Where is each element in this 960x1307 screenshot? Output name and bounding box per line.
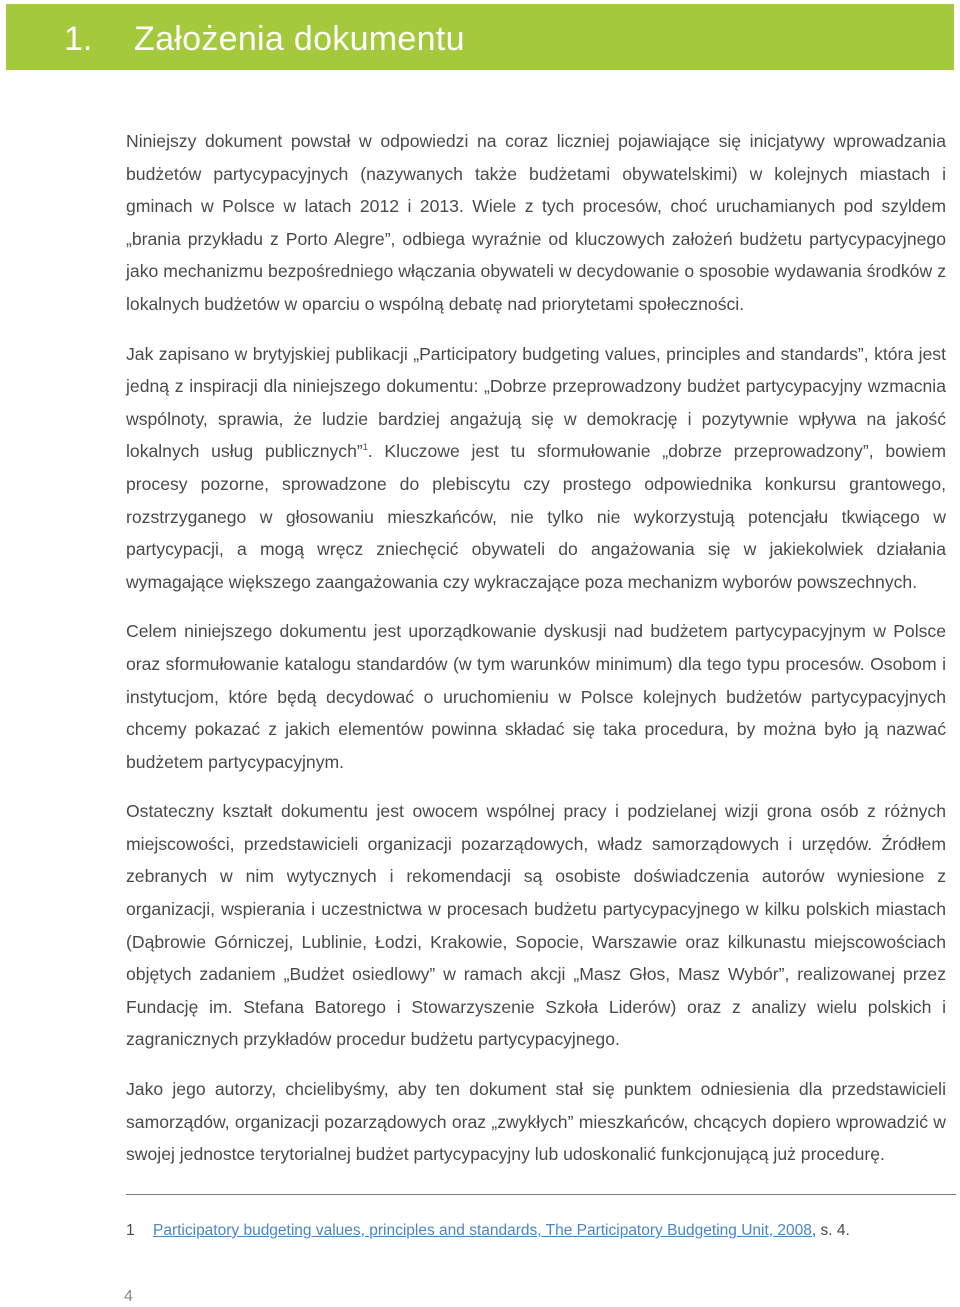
footnote-reference[interactable]: 1: [362, 442, 368, 453]
paragraph-goal: Celem niniejszego dokumentu jest uporządkowanie dyskusji nad budżetem partycypacyjnym w Polsce oraz sformułowanie katalogu standardów (w tym warunków minimum) dla tego typu procesów. Osobom i instytucjom, które będą decydować o uruchomieniu w Polsce kolejnych budżetów partycypacyjnych chcemy pokazać z jakich elementów powinna składać się taka procedura, by można było ją nazwać budżetem partycypacyjnym.: [126, 621, 946, 772]
footnote-link[interactable]: Participatory budgeting values, principles and standards, The Participatory Budgeting Unit, 2008: [153, 1222, 812, 1239]
paragraph-intro: [126, 125, 946, 321]
paragraph-authors: Jako jego autorzy, chcielibyśmy, aby ten dokument stał się punktem odniesienia dla przedstawicieli samorządów, organizacji pozarządowych oraz „zwykłych” mieszkańców, chcących dopiero wprowadzić w swojej jednostce terytorialnej budżet partycypacyjny lub udoskonalić funkcjonującą już procedurę.: [126, 1079, 946, 1165]
chapter-number: 1.: [64, 20, 93, 58]
chapter-title: Założenia dokumentu: [134, 20, 465, 58]
paragraph-intro-rest: Wiele z tych procesów, choć uruchamianych pod szyldem „brania przykładu z Porto Alegre”, odbiega wyraźnie od kluczowych założeń budżetu partycypacyjnego jako mechanizmu bezpośredniego włączania obywateli w decydowanie o sposobie wydawania środków z lokalnych budżetów w oparciu o wspólną debatę nad priorytetami społeczności.: [126, 196, 946, 314]
paragraph-quote: [126, 338, 946, 599]
footnote: [126, 1219, 850, 1243]
paragraph-origin: Ostateczny kształt dokumentu jest owocem wspólnej pracy i podzielanej wizji grona osób z różnych miejscowości, przedstawicieli organizacji pozarządowych, władz samorządowych i urzędów. Źródłem zebranych w nim wytycznych i rekomendacji są osobiste doświadczenia autorów wyniesione z organizacji, wspierania i uczestnictwa w procesach budżetu partycypacyjnego w kilku polskich miastach (Dąbrowie Górniczej, Lublinie, Łodzi, Krakowie, Sopocie, Warszawie oraz kilkunastu miejscowościach objętych zadaniem „Budżet osiedlowy” w ramach akcji „Masz Głos, Masz Wybór”, realizowanej przez Fundację im. Stefana Batorego i Stowarzyszenie Szkoła Liderów) oraz z analizy wielu polskich i zagranicznych przykładów procedur budżetu partycypacyjnego.: [126, 801, 946, 1050]
footnote-suffix: , s. 4.: [811, 1222, 850, 1239]
chapter-header: [6, 4, 954, 70]
paragraph-quote-before: Jak zapisano w brytyjskiej publikacji „Participatory budgeting values, principles and standards”, która jest jedną z inspiracji dla niniejszego dokumentu: „Dobrze przeprowadzony budżet partycypacyjny wzmacnia wspólnoty, sprawia, że ludzie bardziej angażują się w demokrację i pozytywnie wpływa na jakość lokalnych usług publicznych”: [126, 343, 946, 462]
footnote-number: 1: [126, 1222, 135, 1239]
page-number: 4: [124, 1288, 133, 1305]
paragraph-quote-after: . Kluczowe jest tu sformułowanie „dobrze przeprowadzony”, bowiem procesy pozorne, sprowadzone do plebiscytu czy prostego odpowiednika konkursu grantowego, rozstrzyganego w głosowaniu mieszkańców, nie tylko nie wykorzystują potencjału tkwiącego w partycypacji, a mogą wręcz zniechęcić obywateli do angażowania się w jakiekolwiek działania wymagające większego zaangażowania czy wykraczające poza mechanizm wyborów powszechnych.: [126, 441, 946, 592]
footnote-divider: [126, 1194, 956, 1195]
body-text: [126, 125, 946, 1188]
paragraph-intro-lead: Niniejszy dokument powstał w odpowiedzi na coraz liczniej pojawiające się inicjatywy wprowadzania budżetów partycypacyjnych (nazywanych także budżetami obywatelskimi) w kolejnych miastach i gminach w Polsce w latach 2012 i 2013.: [126, 131, 946, 217]
